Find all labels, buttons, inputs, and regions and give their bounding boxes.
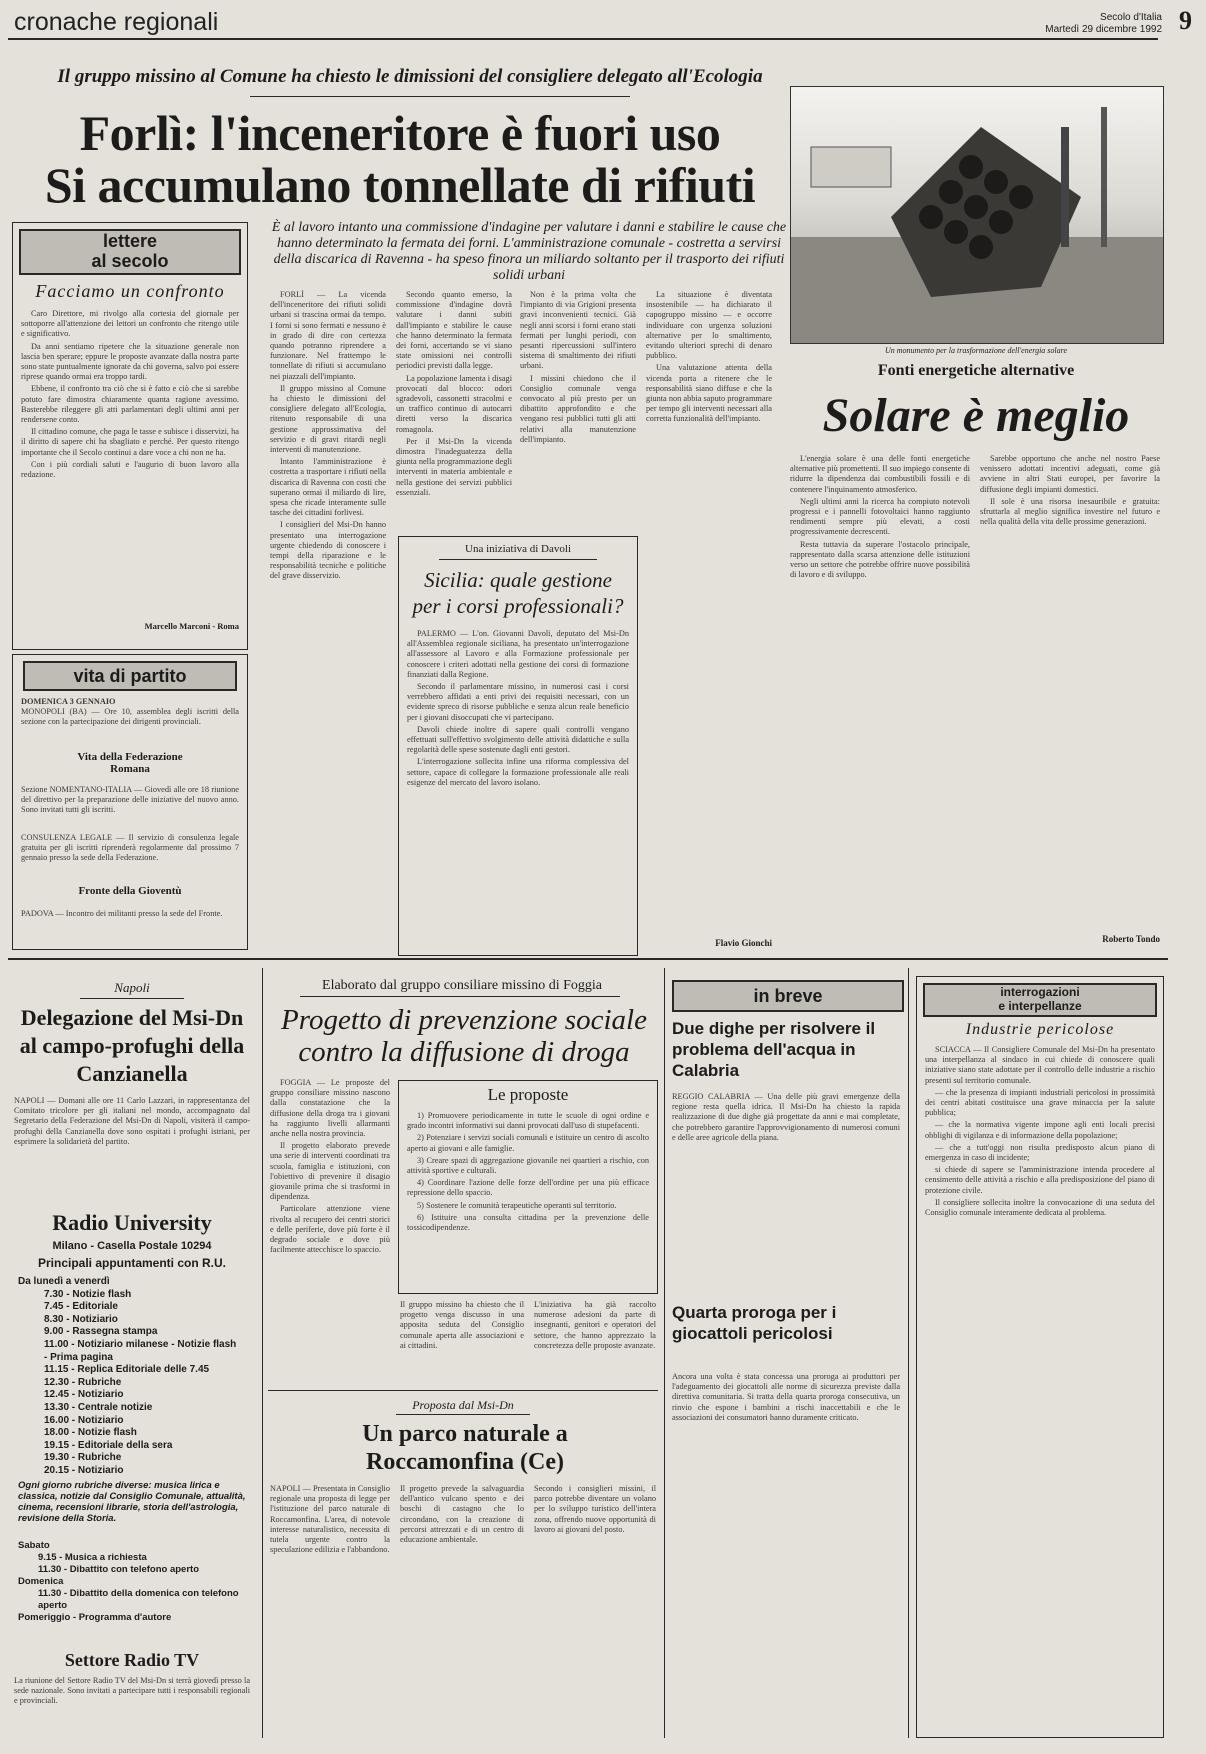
radio-slot: 11.30 - Dibattito con telefono aperto [38,1564,199,1575]
radio-schedule [18,1276,254,1478]
napoli-body: NAPOLI — Domani alle ore 11 Carlo Lazzari, in rappresentanza del Comitato tricolore per gli italiani nel mondo, accompagnato dal Segretario della Federazione del Msi-Dn di Napoli, visiterà il campo-profughi della Canzianella dove sono ospitati i profughi istriani, per esprimere la solidarietà del partito. [14,1096,250,1146]
foggia-paragraph: Il progetto elaborato prevede una serie di interventi coordinati tra scuola, famiglia e istituzioni, con l'obiettivo di prevenire il disagio giovanile prima che si trasformi in dipendenza. [270,1141,390,1202]
vita-item-3: CONSULENZA LEGALE — Il servizio di consulenza legale gratuita per gli iscritti riprenderà regolarmente dal prossimo 7 gennaio presso la sede della Federazione. [21,833,239,863]
radio-slot: 11.00 - Notiziario milanese - Notizie flash [44,1338,237,1350]
lettere-title: Facciamo un confronto [35,281,225,301]
radio-subtitle: Principali appuntamenti con R.U. [37,1256,227,1270]
proposta-item: 5) Sostenere le comunità terapeutiche operanti sul territorio. [417,1200,617,1210]
column-divider [262,968,263,1738]
lettere-paragraph: Con i più cordiali saluti e l'augurio di buon lavoro alla redazione. [21,459,239,480]
solar-column-2 [980,454,1160,926]
proposta-item: 3) Creare spazi di aggregazione giovanile nei quartieri a rischio, con attività sportive e culturali. [407,1155,649,1176]
davoli-paragraph: Secondo il parlamentare missino, in numerosi casi i corsi verrebbero affidati a enti privi dei requisiti necessari, con un evidente spreco di risorse pubbliche e senza alcun reale beneficio per i giovani disoccupati che vi partecipano. [407,682,629,722]
masthead [1045,12,1162,36]
lead-column-2 [396,290,512,530]
parco-column-2: Il progetto prevede la salvaguardia dell'antico vulcano spento e dei boschi di castagno che lo circondano, con la creazione di percorsi attrezzati e di un centro di educazione ambientale. [400,1484,524,1545]
davoli-title-2: per i corsi professionali? [412,594,624,618]
vita-item-4: PADOVA — Incontro dei militanti presso la sede del Fronte. [21,909,223,918]
column-divider [908,968,909,1738]
photo-illustration [791,87,1163,343]
vita-item-1 [21,697,239,745]
interrogazioni-body [925,1045,1155,1725]
section-header: cronache regionali [14,8,219,36]
lead-signature: Flavio Gionchi [715,938,772,948]
radio-slot: 9.15 - Musica a richiesta [38,1552,147,1563]
solar-kicker: Fonti energetiche alternative [877,362,1075,379]
proposta-item: 6) Istituire una consulta cittadina per la prevenzione delle tossicodipendenze. [407,1212,649,1233]
lettere-paragraph: Il cittadino comune, che paga le tasse e subisce i disservizi, ha il diritto di sapere chi ha sbagliato e perché. Per questo ritengo importante che il Secolo continui a dare voce a chi non ne ha. [21,427,239,457]
breve-title-2: Quarta proroga per i giocattoli pericolosi [672,1303,837,1343]
foggia-kicker: Elaborato dal gruppo consiliare missino di Foggia [322,978,602,993]
lead-paragraph: Intanto l'amministrazione è costretta a trasportare i rifiuti nella discarica di Ravenna con costi che superano ormai il miliardo di lire, spesa che ricade interamente sulle tasche dei cittadini forlivesi. [270,457,386,518]
davoli-title [399,567,637,619]
foggia-column-4b: L'iniziativa ha già raccolto numerose adesioni da parte di insegnanti, genitori e operatori del settore, che hanno apprezzato la concretezza delle proposte avanzate. [534,1300,656,1350]
davoli-article [398,536,638,956]
parco-kicker-rule [396,1414,530,1415]
lead-column-3 [520,290,636,530]
solar-signature: Roberto Tondo [1102,934,1160,944]
breve-body-2: Ancora una volta è stata concessa una proroga ai produttori per l'adeguamento dei giocattoli alle norme di sicurezza previste dalla direttiva comunitaria. Si tratta della quarta proroga consecutiva, un rinvio che espone i bambini a rischi inaccettabili e che le associazioni dei consumatori hanno duramente criticato. [672,1372,900,1422]
lead-paragraph: I missini chiedono che il Consiglio comunale venga convocato al più presto per un dibattito approfondito e che vengano resi pubblici tutti gli atti relativi alla manutenzione dell'impianto. [520,373,636,444]
interrogazioni-paragraph: — che la presenza di impianti industriali pericolosi in prossimità dei centri abitati costituisce una grave minaccia per la salute pubblica; [925,1087,1155,1118]
lead-paragraph: Per il Msi-Dn la vicenda dimostra l'inadeguatezza della giunta nella programmazione degli interventi in materia ambientale e nella gestione dei servizi pubblici essenziali. [396,436,512,497]
lead-paragraph: La popolazione lamenta i disagi provocati dal blocco: odori sgradevoli, cassonetti stracolmi e un traffico continuo di autocarri diretti verso la discarica romagnola. [396,373,512,434]
vita-partito-section [12,654,248,950]
vita-item-2: Sezione NOMENTANO-ITALIA — Giovedì alle ore 18 riunione del direttivo per la preparazione delle iniziative del nuovo anno. Sono invitati tutti gli iscritti. [21,785,239,815]
radio-slot: 19.30 - Rubriche [44,1452,122,1464]
vita-partito-box-title: vita di partito [23,661,237,691]
lettere-signature: Marcello Marconi - Roma [144,621,239,631]
parco-kicker: Proposta dal Msi-Dn [412,1398,514,1412]
foggia-title-1: Progetto di prevenzione sociale [281,1004,647,1036]
radio-days: Domenica [18,1576,64,1587]
vita-item-text: MONOPOLI (BA) — Ore 10, assemblea degli iscritti della sezione con la partecipazione dei dirigenti provinciali. [21,707,239,727]
solar-column-1 [790,454,970,944]
radio-weekend [18,1540,254,1624]
breve-title-1: Due dighe per risolvere il problema dell'acqua in Calabria [672,1019,876,1080]
interrogazioni-section [916,976,1164,1738]
fold-rule [8,958,1168,960]
column-divider [664,968,665,1738]
radio-address: Milano - Casella Postale 10294 [52,1240,212,1252]
lead-column-4 [646,290,772,930]
lettere-paragraph: Ebbene, il confronto tra ciò che si è fatto e ciò che si sarebbe potuto fare dimostra chiaramente quanta ragione avessimo. Basterebbe rileggere gli atti parlamentari degli ultimi anni per rendersene conto. [21,384,239,425]
lead-paragraph: Secondo quanto emerso, la commissione d'indagine dovrà valutare i danni subiti dall'impianto e stabilire le cause che hanno determinato la fermata dei forni, accertando se vi siano state omissioni nei controlli periodici previsti dalla legge. [396,290,512,371]
header-rule [8,38,1158,40]
issue-date: Martedì 29 dicembre 1992 [1045,24,1162,35]
interrogazioni-title: Industrie pericolose [965,1021,1115,1038]
foggia-column-1 [270,1078,390,1378]
radio-slot: 19.15 - Editoriale della sera [44,1439,173,1451]
radio-slot: 20.15 - Notiziario [44,1464,124,1476]
davoli-kicker-rule [439,559,597,560]
radio-slot: Pomeriggio - Programma d'autore [18,1612,172,1623]
lettere-title-1: lettere [102,231,158,251]
radio-slot: 7.45 - Editoriale [44,1301,118,1313]
interrogazioni-title-2: e interpellanze [998,999,1082,1013]
davoli-title-1: Sicilia: quale gestione [424,568,612,592]
radio-slot: - Prima pagina [44,1351,113,1363]
solar-headline: Solare è meglio [822,389,1130,442]
foggia-title [266,1004,662,1068]
proposte-list [407,1111,649,1287]
interrogazioni-title-1: interrogazioni [1000,985,1080,999]
lettere-paragraph: Da anni sentiamo ripetere che la situazione generale non lascia ben sperare; eppure le proposte avanzate dalla nostra parte sono state puntualmente ignorate da chi governa, salvo poi essere riprese quando ormai era troppo tardi. [21,341,239,382]
interrogazioni-paragraph: — che la normativa vigente impone agli enti locali precisi obblighi di vigilanza e di informazione della popolazione; [925,1120,1155,1140]
proposte-title: Le proposte [487,1085,569,1104]
solar-paragraph: Il sole è una risorsa inesauribile e gratuita: sfruttarla al meglio significa investire nel futuro e nella qualità della vita delle prossime generazioni. [980,496,1160,527]
radio-note: Ogni giorno rubriche diverse: musica lirica e classica, notizie dal Consiglio Comunale, attualità, cinema, recensioni librarie, storia dell'astrologia, revisione della Storia. [18,1480,246,1524]
radio-slot: 12.45 - Notiziario [44,1389,124,1401]
lead-paragraph: Una valutazione attenta della vicenda porta a ritenere che le responsabilità siano diffuse e che la giunta non abbia saputo programmare per tempo gli interventi necessari alla corretta funzionalità dell'impianto. [646,363,772,424]
proposta-item: 4) Coordinare l'azione delle forze dell'ordine per una più efficace repressione dello spaccio. [407,1178,649,1198]
parco-column-3: Secondo i consiglieri missini, il parco potrebbe diventare un volano per lo sviluppo turistico dell'intera zona, offrendo nuove opportunità di lavoro ai giovani del posto. [534,1484,656,1534]
radio-slot: 7.30 - Notizie flash [44,1288,132,1300]
interrogazioni-box-title [923,983,1157,1017]
foggia-paragraph: FOGGIA — Le proposte del gruppo consiliare missino nascono dalla constatazione che la diffusione della droga tra i giovani ha raggiunto livelli allarmanti anche nella nostra provincia. [270,1078,390,1139]
lead-headline-1: Forlì: l'inceneritore è fuori uso [79,105,721,161]
lead-paragraph: Il gruppo missino al Comune ha chiesto le dimissioni del consigliere delegato all'Ecologia, ritenuto responsabile di una gestione approssimativa del servizio e di gravi ritardi negli interventi di manutenzione. [270,383,386,455]
solar-caption: Un monumento per la trasformazione dell'energia solare [885,346,1067,355]
kicker-rule [250,96,630,97]
solar-paragraph: L'energia solare è una delle fonti energetiche alternative più promettenti. Il suo impiego consente di ridurre la dipendenza dai combustibili fossili e di contenere l'inquinamento atmosferico. [790,454,970,494]
foggia-column-4a: Il gruppo missino ha chiesto che il progetto venga discusso in una apposita seduta del Consiglio comunale aperta alle associazioni e ai cittadini. [400,1300,524,1350]
radio-slot: 9.00 - Rassegna stampa [44,1326,158,1338]
foggia-proposte-box [398,1080,658,1294]
solar-paragraph: Negli ultimi anni la ricerca ha compiuto notevoli progressi e i pannelli fotovoltaici hanno raggiunto rendimenti sempre più elevati, a costi progressivamente decrescenti. [790,496,970,537]
radio-slot: 18.00 - Notizie flash [44,1427,137,1439]
lead-headline-2: Si accumulano tonnellate di rifiuti [44,157,756,213]
interrogazioni-paragraph: si chiede di sapere se l'amministrazione intenda procedere al censimento delle attività a rischio e alla predisposizione del piano di protezione civile. [925,1165,1155,1195]
vita-item-label: DOMENICA 3 GENNAIO [21,697,116,706]
lead-subhead: È al lavoro intanto una commissione d'indagine per valutare i danni e stabilire le cause che hanno determinato la fermata dei forni. L'amministrazione comunale - costretta a servirsi della discarica di Ravenna - ha speso finora un miliardo soltanto per il trasporto dei rifiuti solidi urbani [271,220,787,283]
radio-slot: 11.30 - Dibattito della domenica con telefono aperto [38,1588,239,1611]
lettere-section [12,222,248,650]
lettere-paragraph: Caro Direttore, mi rivolgo alla cortesia del giornale per sottoporre all'attenzione dei lettori un confronto che ritengo utile e significativo. [21,309,239,339]
davoli-paragraph: Davoli chiede inoltre di sapere quali controlli vengano effettuati sull'effettivo svolgimento delle attività didattiche e sulla regolarità delle spese sostenute dagli enti gestori. [407,724,629,755]
lettere-body [21,309,239,611]
page-number: 9 [1179,6,1192,35]
settore-title: Settore Radio TV [64,1650,200,1670]
napoli-kicker-rule [80,998,184,999]
lettere-box-title [19,229,241,275]
lead-paragraph: FORLÌ — La vicenda dell'inceneritore dei rifiuti solidi urbani si trascina ormai da tempo. I forni si sono fermati e nessuno è in grado di dire con certezza quando potranno riprendere a funzionare. Nel frattempo le tonnellate di rifiuti si accumulano nei piazzali dell'impianto. [270,290,386,381]
breve-body-1: REGGIO CALABRIA — Una delle più gravi emergenze della regione resta quella idrica. Il Msi-Dn ha chiesto la rapida realizzazione di due dighe già progettate da anni e mai completate, che potrebbero garantire l'approvvigionamento di numerosi comuni e delle aree agricole della piana. [672,1092,900,1142]
parco-column-1: NAPOLI — Presentata in Consiglio regionale una proposta di legge per l'istituzione del parco naturale di Roccamonfina. L'area, di notevole interesse naturalistico, necessita di tutela urgente contro la speculazione edilizia e l'abbandono. [270,1484,390,1555]
radio-days: Sabato [18,1540,50,1551]
interrogazioni-paragraph: SCIACCA — Il Consigliere Comunale del Msi-Dn ha presentato una interpellanza al sindaco in cui chiede di conoscere quali iniziative siano state adottate per il controllo delle industrie a rischio presenti sul territorio comunale. [925,1045,1155,1085]
lead-column-1 [270,290,386,930]
proposta-item: 2) Potenziare i servizi sociali comunali e istituire un centro di ascolto aperto ai giovani e alle famiglie. [407,1133,649,1153]
parco-top-rule [268,1390,658,1391]
breve-box-title: in breve [672,980,904,1012]
davoli-body [407,629,629,929]
radio-slot: 16.00 - Notiziario [44,1414,124,1426]
foggia-title-2: contro la diffusione di droga [298,1036,630,1068]
lead-paragraph: I consiglieri del Msi-Dn hanno presentato una interrogazione urgente chiedendo di conoscere i tempi della riparazione e le responsabilità tecniche e politiche del grave disservizio. [270,520,386,581]
interrogazioni-paragraph: — che a tutt'oggi non risulta predisposto alcun piano di emergenza in caso di incidente; [925,1142,1155,1163]
radio-slot: 11.15 - Replica Editoriale delle 7.45 [44,1364,210,1376]
napoli-kicker: Napoli [114,980,150,995]
lead-paragraph: La situazione è diventata insostenibile — ha dichiarato il capogruppo missino — e occorre individuare con urgenza soluzioni alternative per lo smaltimento, evitando ulteriori sprechi di denaro pubblico. [646,290,772,361]
davoli-kicker: Una iniziativa di Davoli [465,543,571,555]
solar-paragraph: Sarebbe opportuno che anche nel nostro Paese venissero adottati incentivi adeguati, come già avviene in altri Stati europei, per favorire la diffusione degli impianti domestici. [980,454,1160,494]
vita-fronte: Fronte della Gioventù [78,885,182,897]
radio-days: Da lunedì a venerdì [18,1276,110,1287]
lead-paragraph: Non è la prima volta che l'impianto di via Grigioni presenta gravi inconvenienti tecnici. Già negli anni scorsi i forni erano stati fermati per lunghi periodi, con pesanti ripercussioni sull'intero sistema di smaltimento dei rifiuti urbani. [520,290,636,371]
foggia-paragraph: Particolare attenzione viene rivolta al recupero dei centri storici e delle periferie, dove più forte è il degrado sociale e dove più facilmente attecchisce lo spaccio. [270,1204,390,1255]
davoli-paragraph: L'interrogazione sollecita infine una riforma complessiva del settore, capace di collegare la formazione professionale alle reali esigenze del mercato del lavoro isolano. [407,757,629,787]
solar-monument-photo [790,86,1164,344]
parco-headline: Un parco naturale a Roccamonfina (Ce) [362,1421,568,1475]
settore-body: La riunione del Settore Radio TV del Msi-Dn si terrà giovedì presso la sede nazionale. Sono invitati a partecipare tutti i responsabili regionali e provinciali. [14,1676,250,1706]
radio-slot: 13.30 - Centrale notizie [44,1401,153,1413]
davoli-paragraph: PALERMO — L'on. Giovanni Davoli, deputato del Msi-Dn all'Assemblea regionale siciliana, ha presentato un'interrogazione all'assessore al Lavoro e alla Formazione professionale per conoscere i criteri adottati nella gestione dei corsi di formazione finanziati dalla Regione. [407,629,629,679]
vita-federation: Vita della Federazione Romana [77,751,183,775]
interrogazioni-paragraph: Il consigliere sollecita inoltre la convocazione di una seduta del Consiglio comunale interamente dedicata al problema. [925,1197,1155,1218]
radio-slot: 8.30 - Notiziario [44,1313,118,1325]
radio-title: Radio University [52,1210,212,1235]
solar-paragraph: Resta tuttavia da superare l'ostacolo principale, rappresentato dalla scarsa attenzione delle istituzioni verso un settore che potrebbe offrire nuove possibilità di lavoro e di sviluppo. [790,539,970,580]
newspaper-name: Secolo d'Italia [1100,12,1162,23]
radio-slot: 12.30 - Rubriche [44,1376,122,1388]
lead-kicker: Il gruppo missino al Comune ha chiesto le dimissioni del consigliere delegato all'Ecologia [57,66,763,87]
proposta-item: 1) Promuovere periodicamente in tutte le scuole di ogni ordine e grado incontri informativi sui danni provocati dall'uso di stupefacenti. [407,1111,649,1131]
lettere-title-2: al secolo [91,251,169,271]
foggia-kicker-rule [300,996,620,997]
napoli-headline: Delegazione del Msi-Dn al campo-profughi della Canzianella [19,1005,245,1086]
